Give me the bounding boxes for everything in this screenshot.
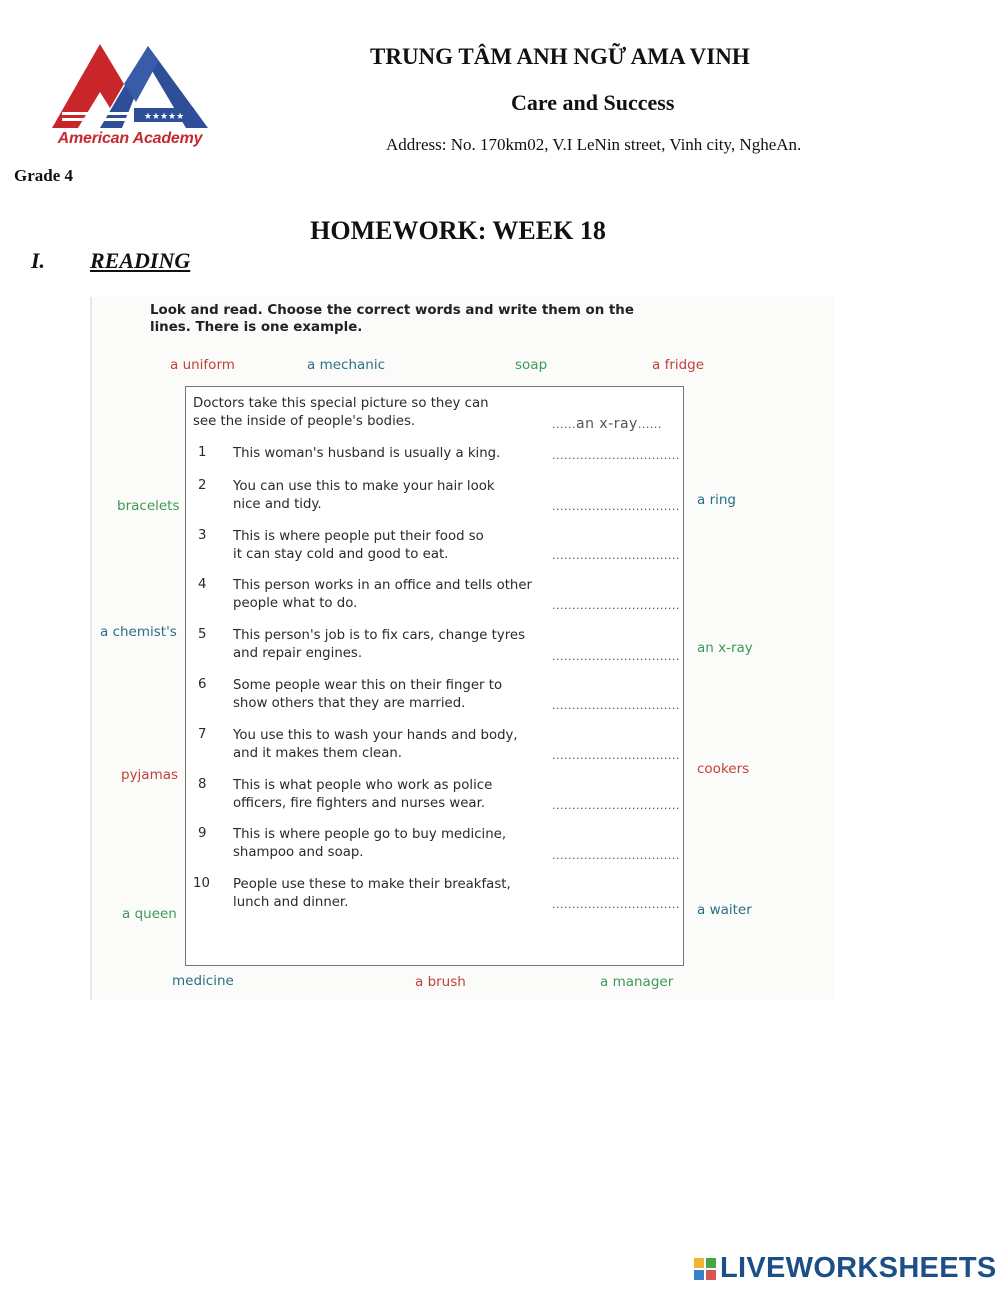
slogan: Care and Success <box>511 90 675 115</box>
word-bank-item: a ring <box>697 492 736 508</box>
word-bank-item: bracelets <box>117 498 180 514</box>
question-number: 8 <box>198 777 207 792</box>
question-text <box>233 677 551 712</box>
question-text <box>233 478 551 513</box>
liveworksheets-brand <box>694 1252 997 1286</box>
question-text <box>233 876 551 911</box>
example-line-2: see the inside of people's bodies. <box>193 413 416 429</box>
question-number: 2 <box>198 478 207 493</box>
word-bank-item: a chemist's <box>100 624 177 640</box>
answer-line[interactable]: ................................ <box>552 599 680 612</box>
liveworksheets-icon <box>694 1258 716 1280</box>
section-name: READING <box>90 248 191 273</box>
brand-name: LIVEWORKSHEETS <box>720 1252 997 1284</box>
word-bank-item: a manager <box>600 974 674 990</box>
answer-line[interactable]: ................................ <box>552 650 680 663</box>
word-bank-item: soap <box>515 357 548 373</box>
center-name: TRUNG TÂM ANH NGỮ AMA VINH <box>370 44 750 69</box>
question-number: 1 <box>198 445 207 460</box>
question-line: This person works in an office and tells other <box>233 578 532 593</box>
question-text <box>233 577 551 612</box>
address: Address: No. 170km02, V.I LeNin street, Vinh city, NgheAn. <box>386 135 802 154</box>
question-line: This is where people go to buy medicine, <box>233 827 507 842</box>
word-bank-item: pyjamas <box>121 767 179 783</box>
academy-logo <box>40 36 220 156</box>
question-line: officers, fire fighters and nurses wear. <box>233 795 486 811</box>
question-text <box>233 727 563 762</box>
word-bank-item: a waiter <box>697 902 752 918</box>
question-text <box>233 826 551 861</box>
question-number: 9 <box>198 826 207 841</box>
instruction-line-1: Look and read. Choose the correct words and write them on the <box>150 303 634 318</box>
question-line: show others that they are married. <box>233 695 466 711</box>
question-number: 4 <box>198 577 207 592</box>
word-bank-item: a mechanic <box>307 357 386 373</box>
question-line: People use these to make their breakfast, <box>233 877 511 892</box>
question-line: This person's job is to fix cars, change tyres <box>233 628 526 643</box>
example-text <box>193 395 553 430</box>
answer-line[interactable]: ................................ <box>552 898 680 911</box>
answer-line[interactable]: ................................ <box>552 799 680 812</box>
question-text <box>233 445 551 463</box>
word-bank-item: a fridge <box>652 357 705 373</box>
section-number: I. <box>31 248 46 273</box>
answer-line[interactable]: ................................ <box>552 849 680 862</box>
word-bank-item: a brush <box>415 974 466 990</box>
example-line-1: Doctors take this special picture so they can <box>193 396 489 411</box>
question-line: Some people wear this on their finger to <box>233 678 503 693</box>
word-bank-item: a uniform <box>170 357 235 373</box>
question-number: 7 <box>198 727 207 742</box>
svg-text:★★★★★: ★★★★★ <box>143 112 185 122</box>
question-line: You can use this to make your hair look <box>233 479 495 494</box>
question-line: This is where people put their food so <box>233 529 484 544</box>
logo-text: American Academy <box>57 130 203 147</box>
logo-mountain-icon <box>40 36 220 136</box>
example-answer: an x-ray <box>575 416 638 432</box>
question-number: 10 <box>193 876 210 891</box>
word-bank-item: cookers <box>697 761 750 777</box>
instruction-line-2: lines. There is one example. <box>150 320 363 335</box>
question-line: people what to do. <box>233 595 358 611</box>
question-line: nice and tidy. <box>233 496 322 512</box>
question-text <box>233 528 551 563</box>
question-line: This is what people who work as police <box>233 778 493 793</box>
question-text <box>233 627 563 662</box>
question-line: and repair engines. <box>233 645 363 661</box>
word-bank-item: medicine <box>172 973 234 989</box>
question-line: and it makes them clean. <box>233 745 403 761</box>
word-bank-item: a queen <box>122 906 177 922</box>
question-line: shampoo and soap. <box>233 844 364 860</box>
question-number: 3 <box>198 528 207 543</box>
question-line: it can stay cold and good to eat. <box>233 546 449 562</box>
answer-line[interactable]: ................................ <box>552 449 680 462</box>
word-bank-item: an x-ray <box>697 640 753 656</box>
grade-label: Grade 4 <box>14 166 74 185</box>
question-number: 5 <box>198 627 207 642</box>
question-line: lunch and dinner. <box>233 894 349 910</box>
homework-title: HOMEWORK: WEEK 18 <box>310 216 606 245</box>
answer-line[interactable]: ................................ <box>552 749 680 762</box>
question-text <box>233 777 551 812</box>
answer-line[interactable]: ................................ <box>552 549 680 562</box>
answer-line[interactable]: ................................ <box>552 500 680 513</box>
question-line: You use this to wash your hands and body, <box>233 728 518 743</box>
question-number: 6 <box>198 677 207 692</box>
example-answer-line: ......an x-ray...... <box>552 416 662 432</box>
exercise-instruction <box>150 302 710 336</box>
answer-line[interactable]: ................................ <box>552 699 680 712</box>
question-line: This woman's husband is usually a king. <box>233 446 501 461</box>
